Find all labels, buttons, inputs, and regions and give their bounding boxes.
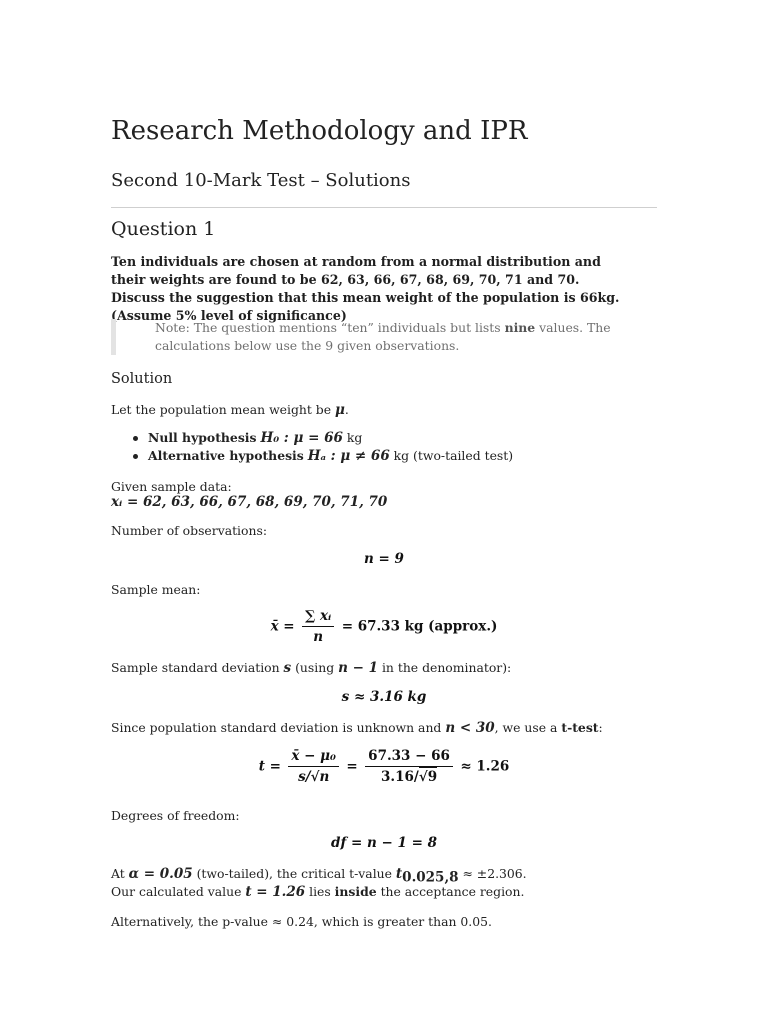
intro-line [111, 401, 349, 419]
question-text: Ten individuals are chosen at random from a normal distribution and their weights are found to be 62, 63, 66, 67, 68, 69, 70, 71 and 70. Discuss the suggestion that this mean weight of the population is 66kg. (Assume 5% level of significance) [111, 254, 620, 323]
ha-expr: Hₐ : μ ≠ 66 [307, 448, 390, 464]
hypotheses-list [111, 429, 513, 465]
mean-denominator: n [313, 629, 324, 645]
mean-rhs: = 67.33 kg (approx.) [341, 618, 498, 635]
ttest-mid: , we use a [494, 720, 562, 735]
intro-period: . [344, 402, 349, 417]
n-equation [111, 551, 657, 567]
page-subtitle: Second 10-Mark Test – Solutions [111, 170, 411, 191]
ha-unit: kg (two-tailed test) [389, 448, 514, 463]
calc-expr: t = 1.26 [245, 884, 306, 900]
ttest-bold: t-test [561, 720, 599, 735]
given-data [111, 493, 387, 511]
page-title: Research Methodology and IPR [111, 116, 528, 146]
question-heading: Question 1 [111, 218, 216, 240]
note-suffix: values. The calculations below use the 9 given observations. [155, 320, 611, 353]
t-fraction-2 [365, 748, 453, 785]
ttest-cond: n < 30 [445, 720, 495, 736]
t-num2: 67.33 − 66 [365, 748, 453, 767]
calc-pre: Our calculated value [111, 884, 246, 899]
ttest-post: : [598, 720, 603, 735]
note-bold: nine [504, 320, 536, 335]
n-expr: n = 9 [364, 551, 404, 567]
calc-post: the acceptance region. [376, 884, 525, 899]
h0-unit: kg [342, 430, 363, 445]
calc-line [111, 883, 524, 901]
solution-heading: Solution [111, 371, 173, 387]
sd-label-mid: (using [291, 660, 339, 675]
sd-label-post: in the denominator): [378, 660, 512, 675]
pvalue-line: Alternatively, the p-value ≈ 0.24, which is greater than 0.05. [111, 914, 492, 929]
tcrit-subscript: 0.025,8 [402, 869, 459, 886]
mean-equation [111, 608, 657, 645]
ha-label: Alternative hypothesis [148, 448, 304, 463]
ttest-pre: Since population standard deviation is unknown and [111, 720, 446, 735]
sd-expr: s ≈ 3.16 kg [341, 689, 427, 705]
mean-lhs: x̄ = [270, 618, 295, 635]
t-equation [111, 748, 657, 785]
alpha-post: ≈ ±2.306. [458, 866, 527, 881]
sd-equation [111, 689, 657, 705]
df-expr: df = n − 1 = 8 [331, 835, 437, 851]
null-hypothesis-item [111, 429, 513, 447]
t-fraction-1 [288, 748, 339, 785]
calc-mid: lies [305, 884, 335, 899]
alpha-pre: At [111, 866, 129, 881]
t-lhs: t = [258, 758, 281, 775]
h0-label: Null hypothesis [148, 430, 257, 445]
t-den2 [365, 767, 453, 785]
t-den2-pre: 3.16/ [381, 769, 419, 785]
alt-hypothesis-item [111, 447, 513, 465]
mean-label: Sample mean: [111, 582, 201, 597]
t-eq: = [346, 758, 358, 775]
divider [111, 207, 657, 208]
mean-numerator: ∑ xᵢ [302, 608, 334, 627]
df-label: Degrees of freedom: [111, 808, 240, 823]
sd-nm1: n − 1 [338, 660, 379, 676]
nobs-label: Number of observations: [111, 523, 267, 538]
alpha-mid: (two-tailed), the critical t-value [192, 866, 396, 881]
mu-symbol: μ [335, 402, 345, 418]
ttest-line [111, 719, 603, 737]
t-rhs: ≈ 1.26 [460, 758, 510, 775]
sd-symbol: s [283, 660, 292, 676]
note-blockquote [111, 319, 662, 355]
df-equation [111, 835, 657, 851]
t-den2-rad: √9 [418, 769, 438, 785]
calc-bold: inside [334, 884, 377, 899]
t-num1: x̄ − μ₀ [288, 748, 339, 767]
sd-label-pre: Sample standard deviation [111, 660, 284, 675]
note-prefix: Note: The question mentions “ten” individuals but lists [155, 320, 505, 335]
tcrit-symbol: t [395, 866, 403, 882]
alpha-expr: α = 0.05 [128, 866, 193, 882]
h0-expr: H₀ : μ = 66 [260, 430, 343, 446]
sd-label [111, 659, 511, 677]
note-text [116, 319, 662, 355]
given-label: Given sample data: [111, 479, 232, 494]
t-den1: s/√n [298, 769, 330, 785]
mean-fraction [302, 608, 334, 645]
intro-text: Let the population mean weight be [111, 402, 332, 417]
given-expr: xᵢ = 62, 63, 66, 67, 68, 69, 70, 71, 70 [111, 494, 388, 510]
